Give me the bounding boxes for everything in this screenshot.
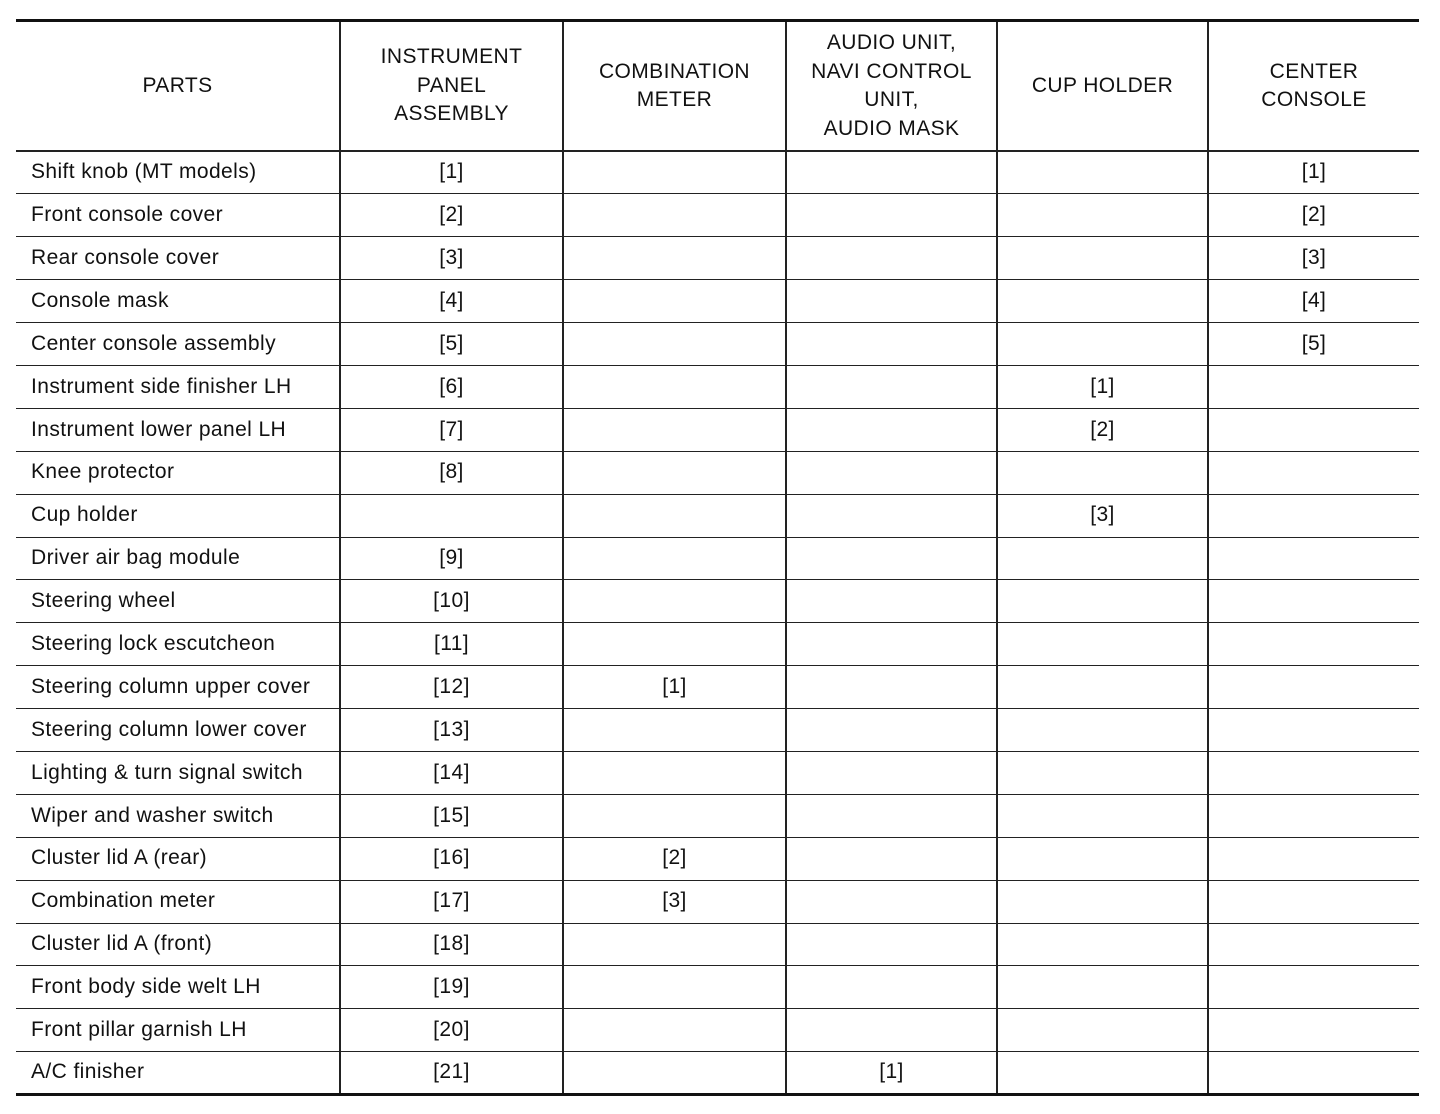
audio-unit-cell (786, 365, 997, 408)
combination-meter-cell (563, 537, 786, 580)
table-row (16, 494, 1419, 537)
audio-unit-cell (786, 537, 997, 580)
audio-unit-cell (786, 1009, 997, 1052)
center-console-cell (1208, 408, 1419, 451)
combination-meter-cell (563, 1009, 786, 1052)
cup-holder-cell (997, 966, 1208, 1009)
cup-holder-cell: [3] (997, 494, 1208, 537)
part-name-cell: Cup holder (16, 494, 340, 537)
table-body (16, 151, 1419, 1095)
header-text-line: PANEL (416, 73, 487, 97)
part-name-cell: Steering lock escutcheon (16, 623, 340, 666)
instrument-panel-cell: [14] (340, 751, 563, 794)
table-row (16, 580, 1419, 623)
audio-unit-cell (786, 794, 997, 837)
center-console-cell (1208, 623, 1419, 666)
part-name-cell: Cluster lid A (front) (16, 923, 340, 966)
header-text-line: INSTRUMENT (380, 45, 523, 69)
part-name-cell: Front pillar garnish LH (16, 1009, 340, 1052)
table-row (16, 880, 1419, 923)
center-console-cell (1208, 794, 1419, 837)
cup-holder-cell (997, 1009, 1208, 1052)
combination-meter-cell: [1] (563, 666, 786, 709)
header-cup-holder (997, 21, 1208, 152)
combination-meter-cell (563, 323, 786, 366)
audio-unit-cell (786, 880, 997, 923)
cup-holder-cell (997, 923, 1208, 966)
table-row (16, 1009, 1419, 1052)
instrument-panel-cell: [4] (340, 280, 563, 323)
table-row (16, 623, 1419, 666)
part-name-cell: Console mask (16, 280, 340, 323)
header-text-line: METER (636, 88, 713, 111)
table-row (16, 1052, 1419, 1095)
combination-meter-cell (563, 966, 786, 1009)
cup-holder-cell (997, 280, 1208, 323)
cup-holder-cell (997, 1052, 1208, 1095)
instrument-panel-cell: [20] (340, 1009, 563, 1052)
center-console-cell (1208, 1009, 1419, 1052)
part-name-cell: Front body side welt LH (16, 966, 340, 1009)
table-row (16, 966, 1419, 1009)
instrument-panel-cell: [17] (340, 880, 563, 923)
header-text-line: AUDIO MASK (823, 116, 960, 140)
audio-unit-cell (786, 837, 997, 880)
combination-meter-cell (563, 1052, 786, 1095)
instrument-panel-cell: [5] (340, 323, 563, 366)
combination-meter-cell: [2] (563, 837, 786, 880)
cup-holder-cell (997, 194, 1208, 237)
cup-holder-cell (997, 451, 1208, 494)
instrument-panel-cell: [21] (340, 1052, 563, 1095)
center-console-cell (1208, 837, 1419, 880)
center-console-cell (1208, 966, 1419, 1009)
center-console-cell (1208, 923, 1419, 966)
cup-holder-cell (997, 794, 1208, 837)
table-row (16, 666, 1419, 709)
table-row (16, 751, 1419, 794)
audio-unit-cell (786, 451, 997, 494)
part-name-cell: Driver air bag module (16, 537, 340, 580)
cup-holder-cell (997, 666, 1208, 709)
audio-unit-cell (786, 323, 997, 366)
part-name-cell: Combination meter (16, 880, 340, 923)
table-row (16, 194, 1419, 237)
instrument-panel-cell: [13] (340, 709, 563, 752)
audio-unit-cell (786, 709, 997, 752)
audio-unit-cell (786, 580, 997, 623)
header-text-line: PARTS (142, 73, 213, 97)
center-console-cell: [4] (1208, 280, 1419, 323)
audio-unit-cell (786, 623, 997, 666)
audio-unit-cell (786, 666, 997, 709)
center-console-cell: [2] (1208, 194, 1419, 237)
center-console-cell (1208, 494, 1419, 537)
table-row (16, 365, 1419, 408)
instrument-panel-cell: [9] (340, 537, 563, 580)
table-row (16, 923, 1419, 966)
table-row (16, 408, 1419, 451)
instrument-panel-cell: [2] (340, 194, 563, 237)
part-name-cell: Instrument lower panel LH (16, 408, 340, 451)
instrument-panel-cell (340, 494, 563, 537)
table-row (16, 237, 1419, 280)
part-name-cell: Lighting & turn signal switch (16, 751, 340, 794)
audio-unit-cell (786, 408, 997, 451)
combination-meter-cell (563, 709, 786, 752)
combination-meter-cell (563, 794, 786, 837)
combination-meter-cell (563, 923, 786, 966)
cup-holder-cell (997, 151, 1208, 194)
header-row (16, 21, 1419, 152)
instrument-panel-cell: [7] (340, 408, 563, 451)
combination-meter-cell (563, 494, 786, 537)
cup-holder-cell (997, 537, 1208, 580)
audio-unit-cell (786, 923, 997, 966)
center-console-cell (1208, 451, 1419, 494)
header-center-console (1208, 21, 1419, 152)
table-row (16, 151, 1419, 194)
cup-holder-cell (997, 237, 1208, 280)
instrument-panel-cell: [8] (340, 451, 563, 494)
instrument-panel-cell: [3] (340, 237, 563, 280)
header-text-line: UNIT, (864, 88, 919, 111)
cup-holder-cell (997, 323, 1208, 366)
header-parts (16, 21, 340, 152)
instrument-panel-cell: [16] (340, 837, 563, 880)
instrument-panel-cell: [12] (340, 666, 563, 709)
part-name-cell: Center console assembly (16, 323, 340, 366)
combination-meter-cell (563, 580, 786, 623)
center-console-cell (1208, 666, 1419, 709)
cup-holder-cell (997, 623, 1208, 666)
part-name-cell: Rear console cover (16, 237, 340, 280)
instrument-panel-cell: [19] (340, 966, 563, 1009)
header-text-line: CENTER (1269, 59, 1359, 83)
instrument-panel-cell: [11] (340, 623, 563, 666)
center-console-cell: [3] (1208, 237, 1419, 280)
audio-unit-cell: [1] (786, 1052, 997, 1095)
cup-holder-cell (997, 837, 1208, 880)
audio-unit-cell (786, 151, 997, 194)
combination-meter-cell: [3] (563, 880, 786, 923)
part-name-cell: Front console cover (16, 194, 340, 237)
audio-unit-cell (786, 280, 997, 323)
cup-holder-cell (997, 709, 1208, 752)
audio-unit-cell (786, 494, 997, 537)
cup-holder-cell (997, 751, 1208, 794)
instrument-panel-cell: [6] (340, 365, 563, 408)
center-console-cell: [1] (1208, 151, 1419, 194)
combination-meter-cell (563, 237, 786, 280)
parts-removal-table (16, 19, 1419, 1096)
part-name-cell: Shift knob (MT models) (16, 151, 340, 194)
cup-holder-cell (997, 580, 1208, 623)
table-row (16, 323, 1419, 366)
part-name-cell: Cluster lid A (rear) (16, 837, 340, 880)
cup-holder-cell (997, 880, 1208, 923)
instrument-panel-cell: [15] (340, 794, 563, 837)
center-console-cell (1208, 580, 1419, 623)
part-name-cell: Steering wheel (16, 580, 340, 623)
combination-meter-cell (563, 280, 786, 323)
instrument-panel-cell: [1] (340, 151, 563, 194)
center-console-cell (1208, 537, 1419, 580)
cup-holder-cell: [1] (997, 365, 1208, 408)
header-text-line: CUP HOLDER (1031, 73, 1174, 97)
table-row (16, 451, 1419, 494)
combination-meter-cell (563, 751, 786, 794)
header-instrument-panel-assembly (340, 21, 563, 152)
header-audio-unit (786, 21, 997, 152)
center-console-cell (1208, 1052, 1419, 1095)
audio-unit-cell (786, 966, 997, 1009)
audio-unit-cell (786, 237, 997, 280)
part-name-cell: Wiper and washer switch (16, 794, 340, 837)
part-name-cell: Instrument side finisher LH (16, 365, 340, 408)
instrument-panel-cell: [18] (340, 923, 563, 966)
header-text-line: NAVI CONTROL (811, 59, 972, 83)
instrument-panel-cell: [10] (340, 580, 563, 623)
table-row (16, 709, 1419, 752)
header-text-line: AUDIO UNIT, (826, 31, 957, 54)
combination-meter-cell (563, 151, 786, 194)
header-text-line: ASSEMBLY (394, 102, 509, 126)
header-text-line: COMBINATION (598, 59, 750, 83)
combination-meter-cell (563, 623, 786, 666)
audio-unit-cell (786, 751, 997, 794)
table-row (16, 794, 1419, 837)
part-name-cell: A/C finisher (16, 1052, 340, 1095)
combination-meter-cell (563, 365, 786, 408)
table-row (16, 837, 1419, 880)
center-console-cell: [5] (1208, 323, 1419, 366)
audio-unit-cell (786, 194, 997, 237)
part-name-cell: Steering column lower cover (16, 709, 340, 752)
table-row (16, 280, 1419, 323)
center-console-cell (1208, 751, 1419, 794)
center-console-cell (1208, 880, 1419, 923)
part-name-cell: Knee protector (16, 451, 340, 494)
header-text-line: CONSOLE (1261, 88, 1367, 111)
combination-meter-cell (563, 194, 786, 237)
cup-holder-cell: [2] (997, 408, 1208, 451)
table-row (16, 537, 1419, 580)
combination-meter-cell (563, 451, 786, 494)
header-combination-meter (563, 21, 786, 152)
part-name-cell: Steering column upper cover (16, 666, 340, 709)
center-console-cell (1208, 365, 1419, 408)
combination-meter-cell (563, 408, 786, 451)
center-console-cell (1208, 709, 1419, 752)
table-header (16, 21, 1419, 152)
